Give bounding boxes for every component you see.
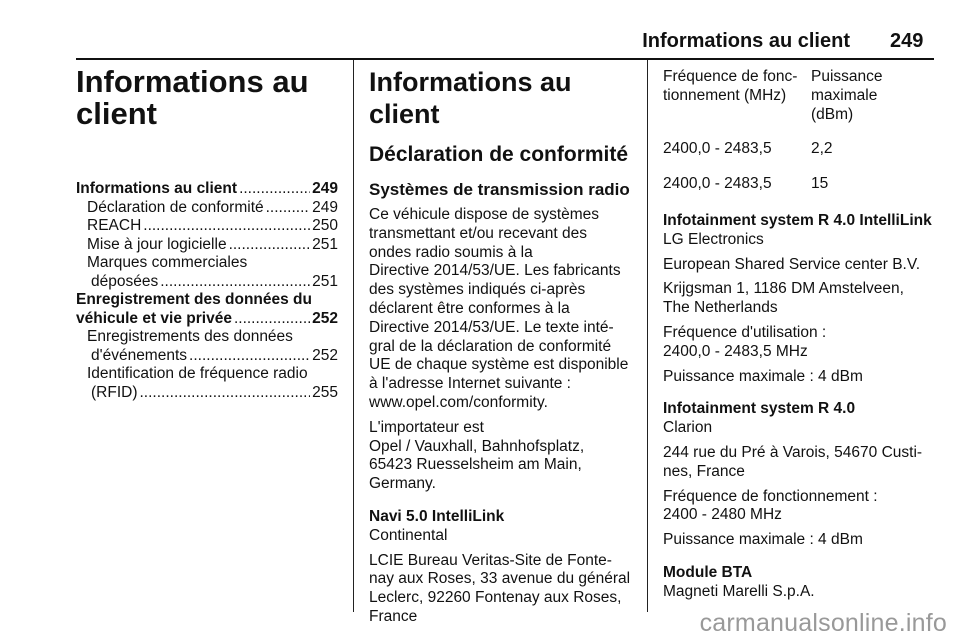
watermark: carmanualsonline.info: [699, 609, 947, 637]
column-divider: [647, 60, 648, 612]
toc-entry-line: Identification de fréquence radio: [87, 365, 308, 382]
toc-entry[interactable]: véhicule et vie privée ..... 252: [76, 310, 338, 329]
table-header-cell: Fréquence de fonc- tionnement (MHz): [663, 68, 798, 104]
system-maker: Clarion: [663, 419, 713, 437]
table-row: 2400,0 - 2483,5 2,2: [663, 140, 833, 158]
running-header-title: Informations au client: [642, 30, 850, 52]
system-title: Navi 5.0 IntelliLink: [369, 507, 505, 525]
importer-paragraph: L'importateur est Opel / Vauxhall, Bahnhofsplatz, 65423 Ruesselsheim am Main, Germany.: [369, 418, 585, 493]
subsubsection-title: Systèmes de transmission radio: [369, 180, 630, 199]
system-maker: Continental: [369, 526, 448, 544]
toc-column: [76, 60, 338, 402]
system-address: LCIE Bureau Veritas-Site de Fonte- nay aux Roses, 33 avenue du général Leclerc, 92260 Fontenay aux Roses, France: [369, 551, 631, 625]
system-title: Module BTA: [663, 563, 753, 581]
system-power: Puissance maximale : 4 dBm: [663, 367, 863, 385]
toc-entry-line: Marques commerciales: [87, 254, 248, 271]
toc-entry[interactable]: Mise à jour logicielle ..... 251: [76, 236, 338, 255]
toc-entry[interactable]: (RFID) ..... 255: [76, 384, 338, 403]
toc-entry[interactable]: déposées ..... 251: [76, 273, 338, 292]
page-number: 249: [890, 30, 924, 52]
system-frequency: Fréquence de fonctionnement : 2400 - 2480 MHz: [663, 487, 878, 524]
column-divider: [353, 60, 354, 612]
system-frequency: Fréquence d'utilisation : 2400,0 - 2483,5 MHz: [663, 323, 827, 360]
section-title: Informations au client: [369, 67, 572, 129]
toc-entry-line: Enregistrements des données: [87, 328, 293, 345]
toc-entry[interactable]: Informations au client ..... 249: [76, 180, 338, 199]
system-title: Infotainment system R 4.0 IntelliLink: [663, 211, 932, 229]
system-address: 244 rue du Pré à Varois, 54670 Custi- nes, France: [663, 443, 923, 480]
toc-entry[interactable]: d'événements ..... 252: [76, 347, 338, 366]
body-column-1: [369, 60, 634, 627]
toc-entry[interactable]: REACH ..... 250: [76, 217, 338, 236]
system-title: Infotainment system R 4.0: [663, 400, 856, 418]
table-of-contents: [76, 180, 338, 402]
system-maker: Magneti Marelli S.p.A.: [663, 582, 815, 600]
table-header-cell: Puissance maximale (dBm): [811, 68, 883, 123]
subsection-title: Déclaration de conformité: [369, 143, 629, 166]
table-row: 2400,0 - 2483,5 15: [663, 175, 829, 193]
system-address: Krijgsman 1, 1186 DM Amstelveen, The Netherlands: [663, 280, 904, 317]
body-column-2: [663, 60, 933, 602]
system-maker: LG Electronics: [663, 230, 764, 248]
toc-entry[interactable]: Déclaration de conformité ..... 249: [76, 199, 338, 218]
page-header: [0, 0, 960, 58]
toc-entry-line: Enregistrement des données du: [76, 291, 312, 308]
system-center: European Shared Service center B.V.: [663, 255, 921, 273]
table-header-row: [663, 68, 883, 124]
chapter-title: Informations au client: [76, 64, 309, 131]
frequency-table: [663, 68, 883, 194]
intro-paragraph: Ce véhicule dispose de systèmes transmettant et/ou recevant des ondes radio soumis à la Directive 2014/53/UE. Les fabricants des systèmes indiqués ci-après déclarent être conformes à la Directive 2014/53/UE. Le texte inté- gral de la déclaration de conformité UE de chaque système est disponible à l'adresse Internet suivante : www.opel.com/conformity.: [369, 206, 629, 411]
system-power: Puissance maximale : 4 dBm: [663, 531, 863, 549]
